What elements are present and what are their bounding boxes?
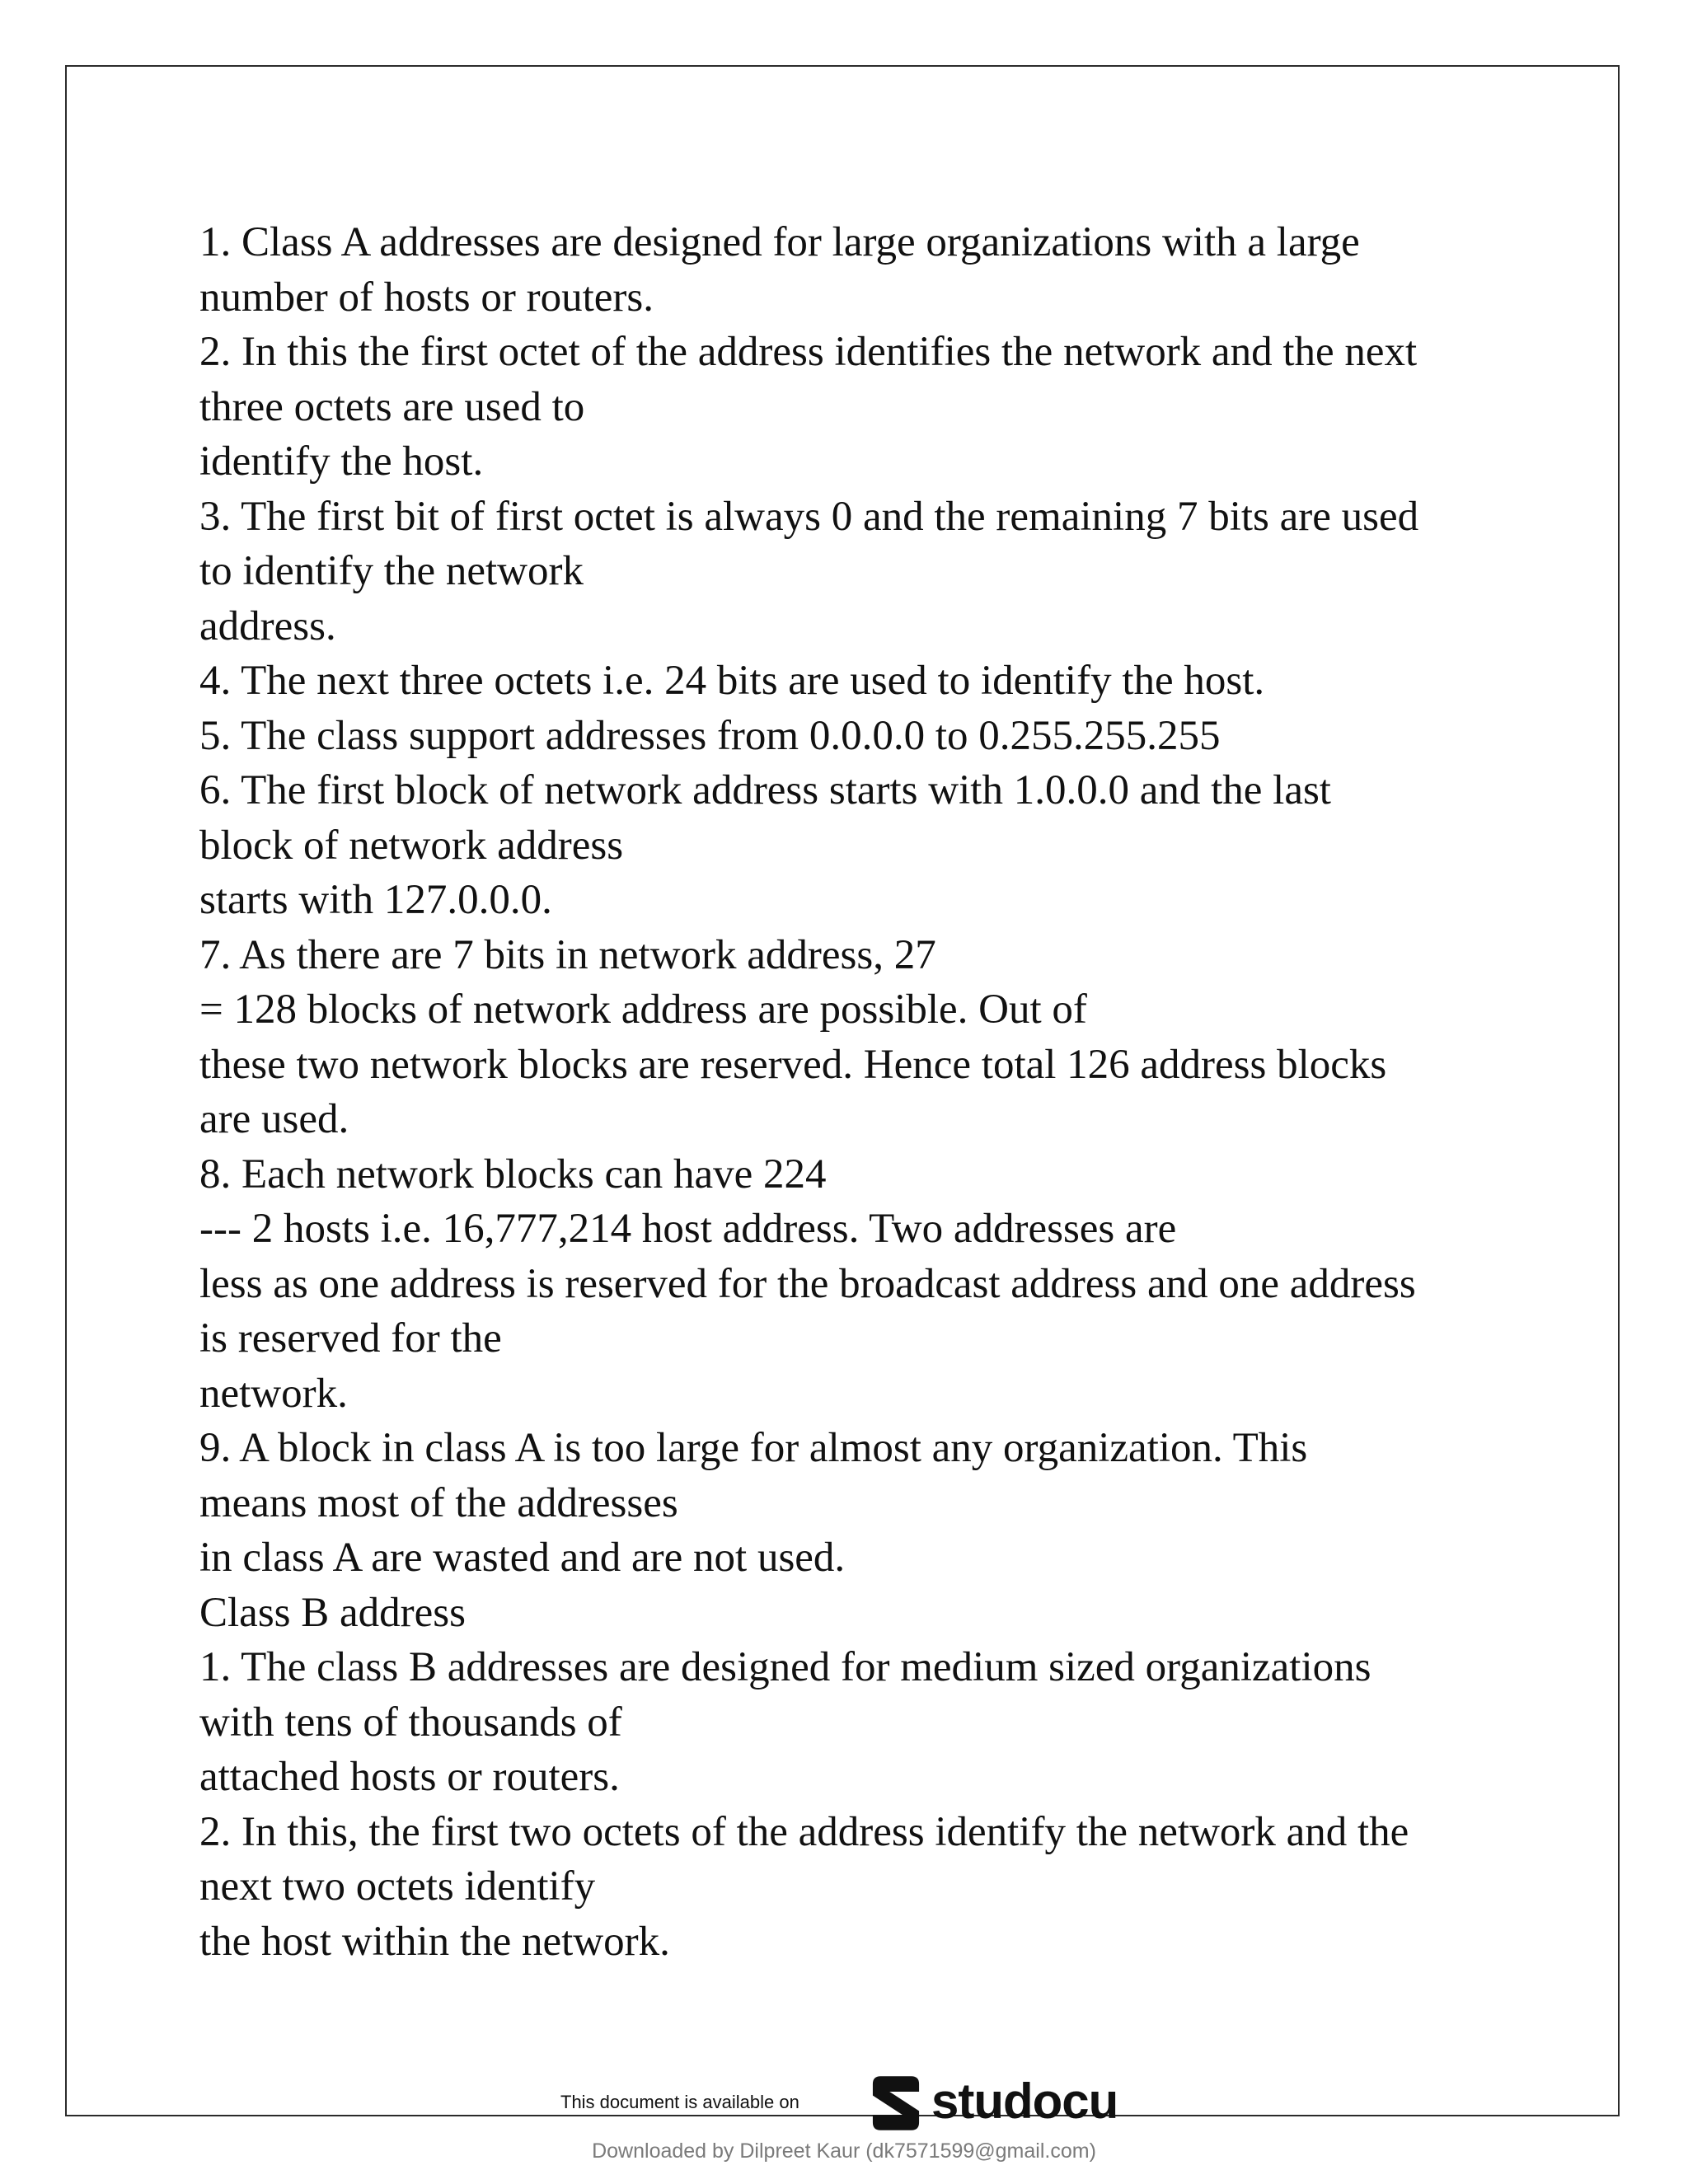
text-line: three octets are used to [199, 383, 585, 430]
text-line: 1. The class B addresses are designed for medium sized organizations [199, 1644, 1372, 1690]
text-line: to identify the network [199, 548, 584, 594]
document-body [199, 215, 1485, 1969]
section-heading: Class B address [199, 1589, 466, 1636]
text-line: means most of the addresses [199, 1479, 678, 1526]
text-line: 3. The first bit of first octet is always 0 and the remaining 7 bits are used [199, 493, 1419, 540]
text-line: starts with 127.0.0.0. [199, 877, 552, 923]
text-line: 4. The next three octets i.e. 24 bits are used to identify the host. [199, 658, 1265, 704]
text-line: next two octets identify [199, 1863, 596, 1910]
text-line: --- 2 hosts i.e. 16,777,214 host address. Two addresses are [199, 1206, 1177, 1252]
text-line: 6. The first block of network address starts with 1.0.0.0 and the last [199, 767, 1331, 813]
text-line: less as one address is reserved for the broadcast address and one address [199, 1260, 1416, 1307]
text-line: is reserved for the [199, 1315, 502, 1361]
download-attribution: Downloaded by Dilpreet Kaur (dk7571599@gmail.com) [592, 2139, 1096, 2163]
text-line: 2. In this the first octet of the address identifies the network and the next [199, 329, 1418, 375]
text-line: are used. [199, 1096, 349, 1142]
studocu-logo-icon [864, 2071, 928, 2135]
text-line: address. [199, 602, 336, 649]
text-line: 2. In this, the first two octets of the address identify the network and the [199, 1808, 1409, 1855]
text-line: identify the host. [199, 438, 484, 485]
text-line: 8. Each network blocks can have 224 [199, 1151, 827, 1197]
studocu-brand-link[interactable] [864, 2070, 1118, 2136]
text-line: in class A are wasted and are not used. [199, 1535, 846, 1581]
text-line: with tens of thousands of [199, 1699, 622, 1746]
text-line: 9. A block in class A is too large for almost any organization. This [199, 1425, 1308, 1471]
text-line: attached hosts or routers. [199, 1754, 620, 1800]
text-line: = 128 blocks of network address are possible. Out of [199, 987, 1087, 1033]
studocu-wordmark: studocu [931, 2074, 1118, 2129]
text-line: block of network address [199, 822, 624, 869]
text-line: number of hosts or routers. [199, 274, 654, 321]
text-line: the host within the network. [199, 1918, 670, 1965]
text-line: 1. Class A addresses are designed for large organizations with a large [199, 219, 1360, 265]
text-line: network. [199, 1370, 348, 1417]
text-line: 5. The class support addresses from 0.0.0.0 to 0.255.255.255 [199, 712, 1221, 759]
available-on-text: This document is available on [560, 2092, 799, 2112]
text-line: these two network blocks are reserved. Hence total 126 address blocks [199, 1041, 1387, 1088]
text-line: 7. As there are 7 bits in network address, 27 [199, 931, 936, 978]
